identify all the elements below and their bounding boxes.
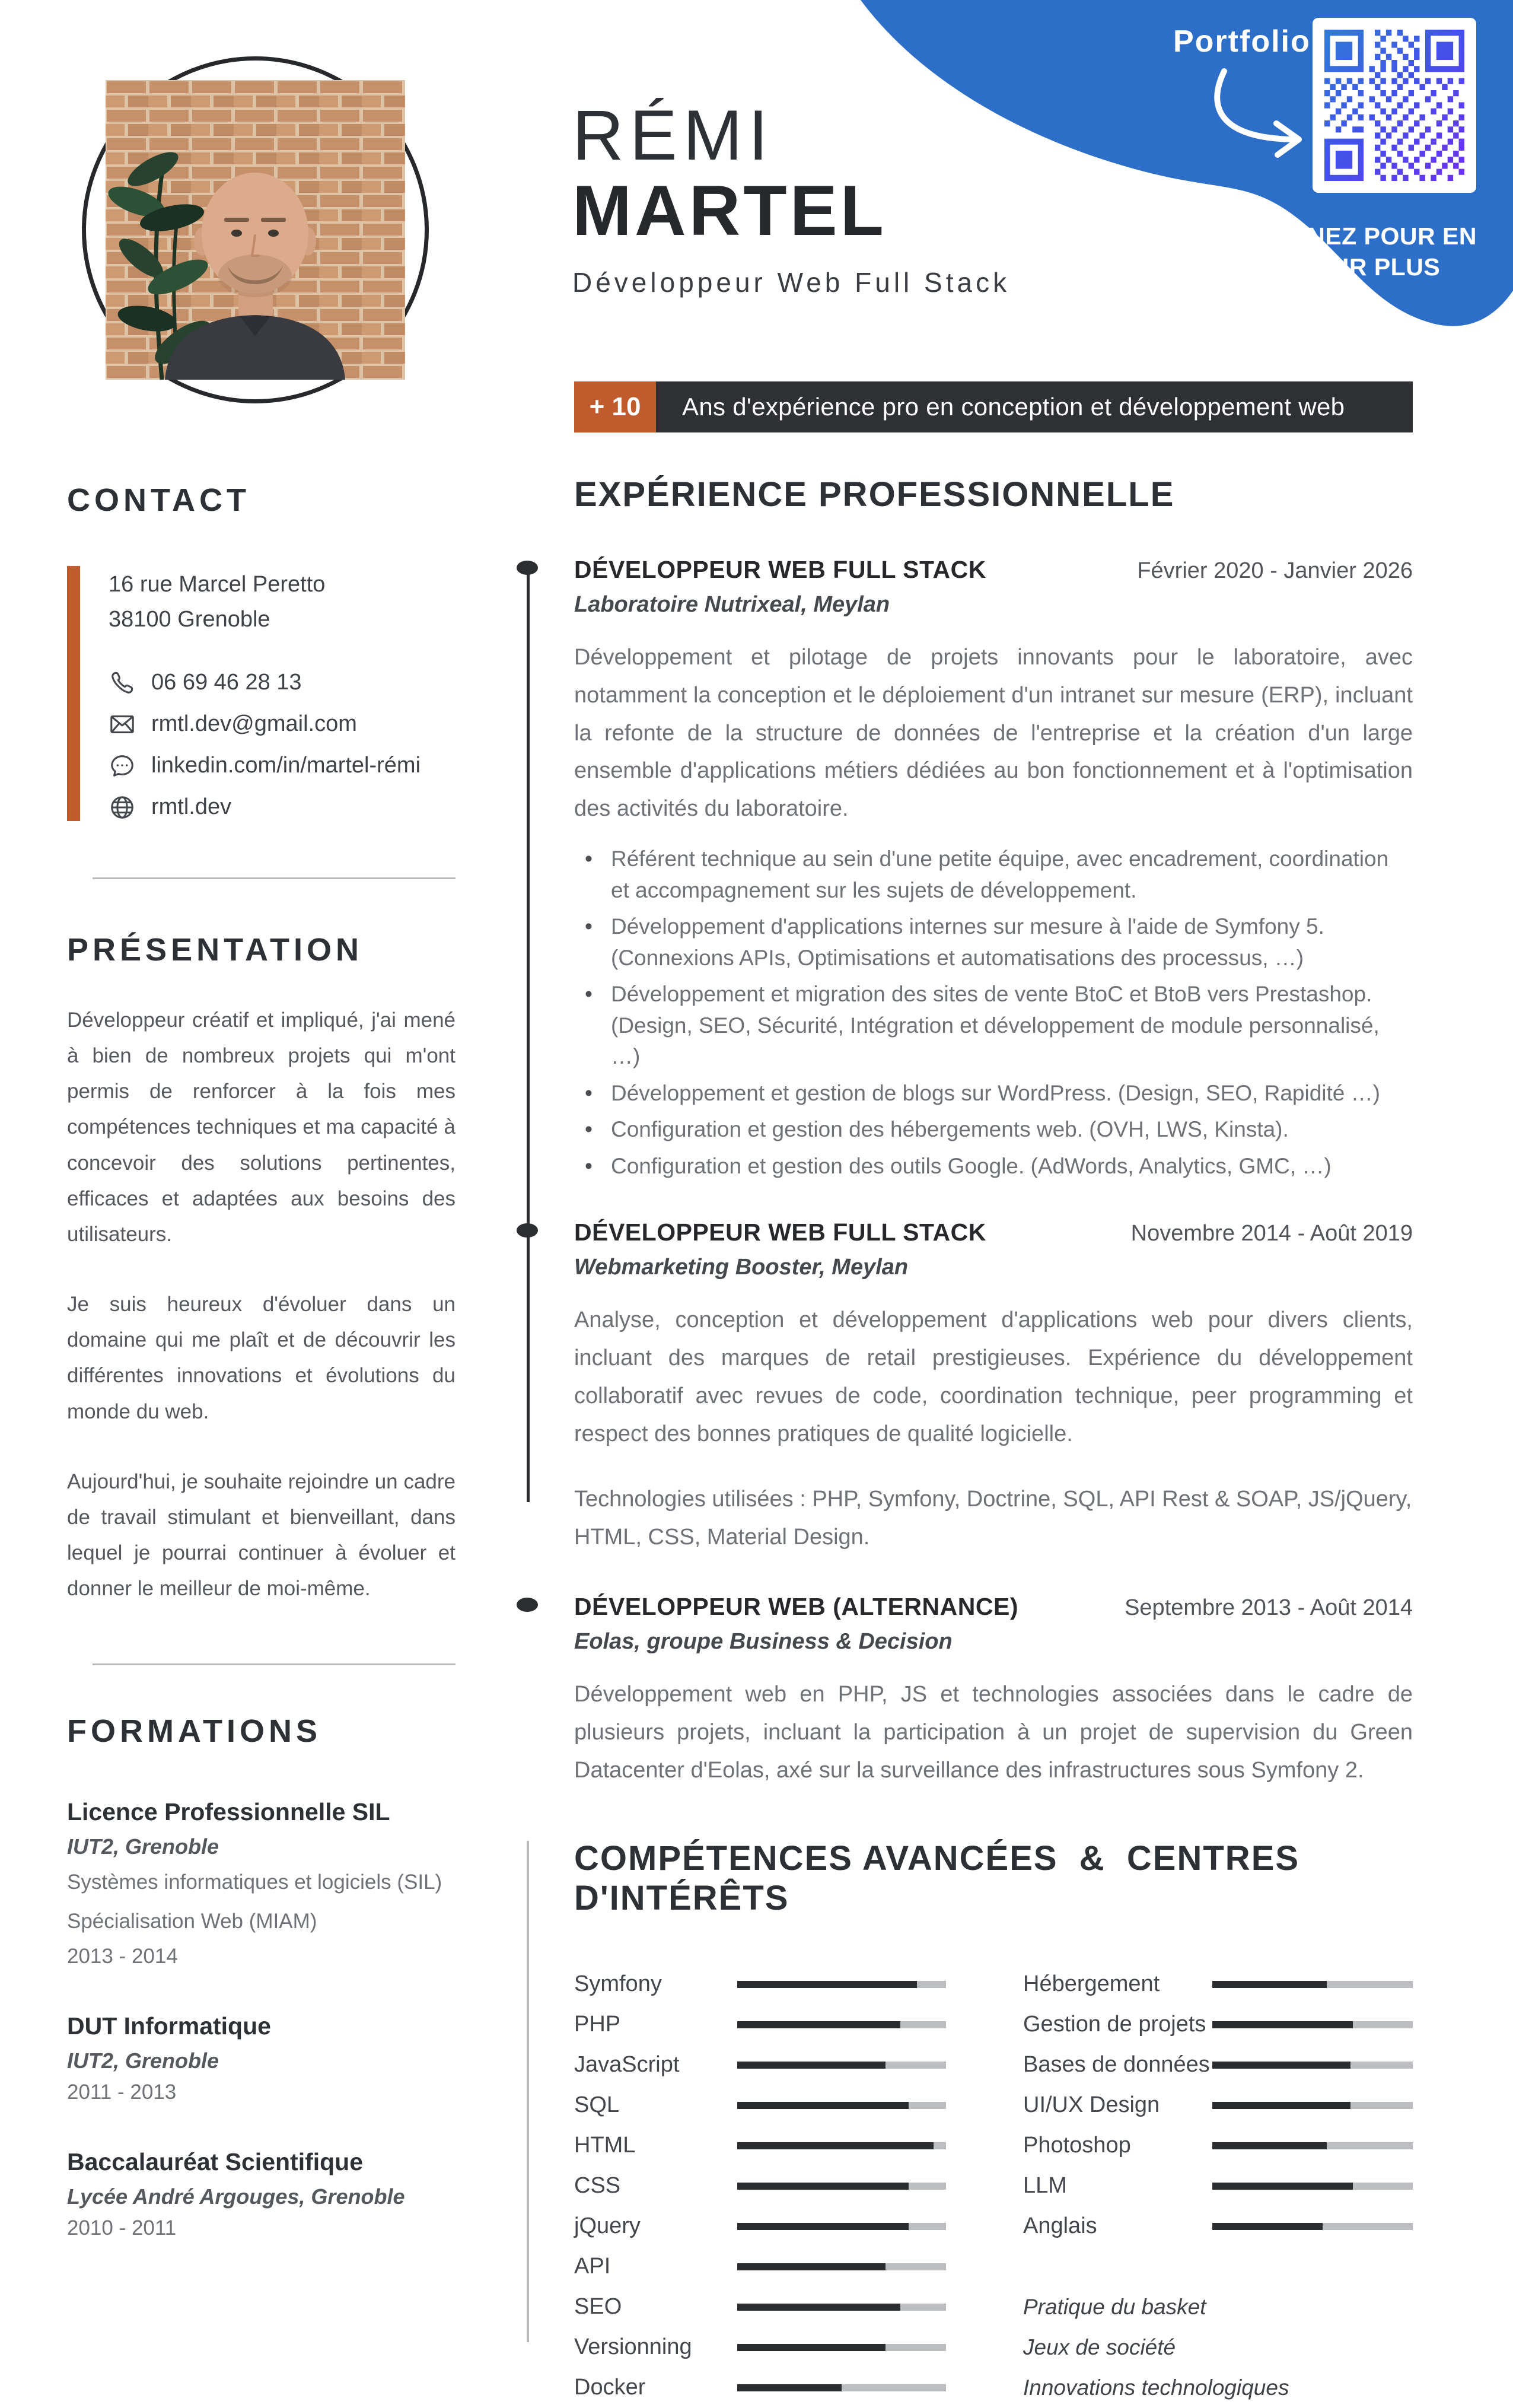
phone-value[interactable]: 06 69 46 28 13 bbox=[151, 670, 302, 695]
skill-row: PHP bbox=[574, 2005, 1023, 2045]
skills-heading: COMPÉTENCES AVANCÉES & CENTRES D'INTÉRÊTS bbox=[574, 1838, 1311, 1917]
experience-timeline bbox=[574, 556, 1413, 1790]
interest-item: Innovations technologiques bbox=[1023, 2375, 1289, 2400]
skill-bar bbox=[737, 2062, 946, 2069]
formation-item bbox=[67, 2148, 456, 2240]
formation-item bbox=[67, 2012, 456, 2104]
sidebar bbox=[67, 482, 456, 2240]
skill-bar bbox=[1212, 2183, 1413, 2190]
first-name: RÉMI bbox=[572, 96, 774, 175]
contact-heading: CONTACT bbox=[67, 482, 250, 518]
website-value[interactable]: rmtl.dev bbox=[151, 794, 232, 820]
skill-bar bbox=[737, 2102, 946, 2109]
contact-row-website bbox=[109, 794, 456, 821]
skill-bar bbox=[1212, 2142, 1413, 2149]
job-summary: Analyse, conception et développement d'applications web pour divers clients, incluant des marques de retail prestigieuses. Expérience du développement collaboratif avec revues de code, coordination technique, peer programming et respect des bonnes pratiques de qualité logicielle. bbox=[574, 1308, 1413, 1446]
name-block bbox=[572, 98, 1010, 298]
formation-school: IUT2, Grenoble bbox=[67, 1834, 219, 1859]
skills-section bbox=[574, 1838, 1413, 2408]
skill-row: Anglais bbox=[1023, 2206, 1413, 2247]
profile-photo bbox=[82, 56, 429, 403]
skill-bar bbox=[737, 2263, 946, 2270]
job-title: DÉVELOPPEUR WEB FULL STACK bbox=[574, 1219, 986, 1246]
skill-bar bbox=[1212, 2102, 1413, 2109]
phone-icon bbox=[109, 669, 136, 696]
job-bullets bbox=[574, 844, 1413, 1182]
formation-school: IUT2, Grenoble bbox=[67, 2048, 219, 2073]
presentation-text: Développeur créatif et impliqué, j'ai mené à bien de nombreux projets qui m'ont permis de renforcer à la fois mes compétences techniques et ma capacité à concevoir des solutions pertinentes, efficaces et adaptées aux besoins des utilisateurs. Je suis heureux d'évoluer dans un domaine qui me plaît et de découvrir les différentes innovations et évolutions du monde du web. Aujourd'hui, je souhaite rejoindre un cadre de travail stimulant et bienveillant, dans lequel je pourrai continuer à évoluer et donner le meilleur de moi-même. bbox=[67, 1008, 456, 1601]
job-bullet: • Référent technique au sein d'une petite équipe, avec encadrement, coordination et accompagnement sur les sujets de développement. bbox=[574, 844, 1413, 906]
formation-years: 2010 - 2011 bbox=[67, 2216, 177, 2240]
job-bullet: • Développement et migration des sites de vente BtoC et BtoB vers Prestashop. (Design, SEO, Sécurité, Intégration et développement de module personnalisé, …) bbox=[574, 979, 1413, 1073]
job-company: Webmarketing Booster, Meylan bbox=[574, 1255, 909, 1280]
skill-bar bbox=[1212, 1981, 1413, 1988]
job-bullet: • Développement d'applications internes sur mesure à l'aide de Symfony 5. (Connexions APIs, Optimisations et automatisations des processus, …) bbox=[574, 911, 1413, 974]
sidebar-divider-2 bbox=[93, 1663, 456, 1665]
skill-row: SQL bbox=[574, 2085, 1023, 2126]
skill-row: Docker bbox=[574, 2368, 1023, 2408]
skill-row: UI/UX Design bbox=[1023, 2085, 1413, 2126]
skill-row: LLM bbox=[1023, 2166, 1413, 2206]
experience-badge bbox=[574, 381, 1413, 432]
formation-school: Lycée André Argouges, Grenoble bbox=[67, 2184, 405, 2209]
skills-column-right bbox=[1023, 1964, 1413, 2408]
timeline-dot bbox=[517, 1598, 538, 1612]
timeline-dot bbox=[517, 561, 538, 575]
formation-years: 2013 - 2014 bbox=[67, 1945, 178, 1968]
experience-heading: EXPÉRIENCE PROFESSIONNELLE bbox=[574, 475, 1175, 514]
job-technologies: Technologies utilisées : PHP, Symfony, Doctrine, SQL, API Rest & SOAP, JS/jQuery, HTML, CSS, Material Design. bbox=[574, 1486, 1412, 1550]
formation-title: DUT Informatique bbox=[67, 2012, 271, 2040]
skill-row: Bases de données bbox=[1023, 2045, 1413, 2085]
skills-column-left bbox=[574, 1964, 1023, 2408]
scan-instruction: SCANNEZ POUR EN SAVOIR PLUS bbox=[1237, 222, 1477, 281]
email-value[interactable]: rmtl.dev@gmail.com bbox=[151, 711, 357, 737]
presentation-heading: PRÉSENTATION bbox=[67, 931, 364, 968]
job-dates: Septembre 2013 - Août 2014 bbox=[1125, 1595, 1413, 1621]
formation-title: Baccalauréat Scientifique bbox=[67, 2148, 364, 2176]
sidebar-divider bbox=[93, 877, 456, 879]
skills-grid bbox=[574, 1964, 1413, 2408]
skill-row: Gestion de projets bbox=[1023, 2005, 1413, 2045]
skill-bar bbox=[1212, 2062, 1413, 2069]
chat-bubble-icon bbox=[109, 752, 136, 780]
address: 16 rue Marcel Peretto 38100 Grenoble bbox=[109, 572, 326, 632]
skill-bar bbox=[737, 2344, 946, 2351]
portfolio-label: Portfolio bbox=[1173, 24, 1311, 59]
formation-item bbox=[67, 1798, 456, 1969]
skill-bar bbox=[1212, 2223, 1413, 2230]
job-title: DÉVELOPPEUR WEB (ALTERNANCE) bbox=[574, 1593, 1018, 1621]
job-title: Développeur Web Full Stack bbox=[572, 267, 1011, 298]
formation-detail: Systèmes informatiques et logiciels (SIL) bbox=[67, 1870, 442, 1894]
skill-row: SEO bbox=[574, 2287, 1023, 2327]
formation-detail: Spécialisation Web (MIAM) bbox=[67, 1909, 317, 1933]
job-entry bbox=[574, 1593, 1413, 1789]
formation-title: Licence Professionnelle SIL bbox=[67, 1798, 390, 1825]
skill-row: HTML bbox=[574, 2126, 1023, 2166]
formation-years: 2011 - 2013 bbox=[67, 2081, 177, 2104]
contact-row-email bbox=[109, 711, 456, 738]
skill-bar bbox=[737, 2183, 946, 2190]
job-entry bbox=[574, 556, 1413, 1182]
formations-heading: FORMATIONS bbox=[67, 1713, 321, 1749]
contact-card bbox=[67, 566, 456, 821]
job-company: Laboratoire Nutrixeal, Meylan bbox=[574, 592, 890, 617]
timeline-dot bbox=[517, 1223, 538, 1238]
envelope-icon bbox=[109, 711, 136, 738]
job-dates: Février 2020 - Janvier 2026 bbox=[1137, 558, 1413, 583]
skill-row: Symfony bbox=[574, 1964, 1023, 2005]
skill-row: Photoshop bbox=[1023, 2126, 1413, 2166]
skill-row: JavaScript bbox=[574, 2045, 1023, 2085]
skill-row: jQuery bbox=[574, 2206, 1023, 2247]
job-summary: Développement et pilotage de projets innovants pour le laboratoire, avec notamment la conception et le déploiement d'un intranet sur mesure (ERP), incluant la refonte de la structure de données de l'entreprise et la création d'un large ensemble d'applications métiers dédiées au bon fonctionnement et à l'optimisation des activités du laboratoire. bbox=[574, 645, 1413, 822]
interest-item: Pratique du basket bbox=[1023, 2294, 1206, 2319]
vertical-divider bbox=[527, 1841, 529, 2342]
job-company: Eolas, groupe Business & Decision bbox=[574, 1629, 953, 1655]
skill-bar bbox=[737, 2021, 946, 2028]
curved-arrow-icon bbox=[1204, 66, 1329, 161]
interest-item: Jeux de société bbox=[1023, 2334, 1176, 2359]
skill-row: CSS bbox=[574, 2166, 1023, 2206]
skill-bar bbox=[737, 1981, 946, 1988]
skill-row: API bbox=[574, 2247, 1023, 2287]
skill-row: Versionning bbox=[574, 2327, 1023, 2368]
skill-bar bbox=[737, 2223, 946, 2230]
main-column bbox=[574, 475, 1413, 2408]
job-bullet: • Configuration et gestion des outils Google. (AdWords, Analytics, GMC, …) bbox=[574, 1151, 1413, 1182]
qr-code bbox=[1313, 18, 1476, 193]
badge-years: + 10 bbox=[574, 381, 656, 432]
job-entry bbox=[574, 1219, 1413, 1556]
job-bullet: • Configuration et gestion des hébergements web. (OVH, LWS, Kinsta). bbox=[574, 1114, 1413, 1146]
badge-label: Ans d'expérience pro en conception et développement web bbox=[656, 381, 1413, 432]
skill-bar bbox=[1212, 2021, 1413, 2028]
globe-icon bbox=[109, 794, 136, 821]
job-dates: Novembre 2014 - Août 2019 bbox=[1130, 1221, 1413, 1246]
job-bullet: • Développement et gestion de blogs sur WordPress. (Design, SEO, Rapidité …) bbox=[574, 1078, 1413, 1109]
skill-bar bbox=[737, 2384, 946, 2391]
linkedin-value[interactable]: linkedin.com/in/martel-rémi bbox=[151, 753, 421, 778]
timeline-line bbox=[527, 574, 530, 1502]
skill-bar bbox=[737, 2304, 946, 2311]
job-title: DÉVELOPPEUR WEB FULL STACK bbox=[574, 556, 986, 583]
skill-row: Hébergement bbox=[1023, 1964, 1413, 2005]
skill-bar bbox=[737, 2142, 946, 2149]
job-summary: Développement web en PHP, JS et technologies associées dans le cadre de plusieurs projets, incluant la participation à un projet de supervision du Green Datacenter d'Eolas, axé sur la surveillance des infrastructures sous Symfony 2. bbox=[574, 1682, 1413, 1783]
contact-row-linkedin bbox=[109, 752, 456, 780]
last-name: MARTEL bbox=[572, 171, 887, 251]
contact-row-phone bbox=[109, 669, 456, 696]
